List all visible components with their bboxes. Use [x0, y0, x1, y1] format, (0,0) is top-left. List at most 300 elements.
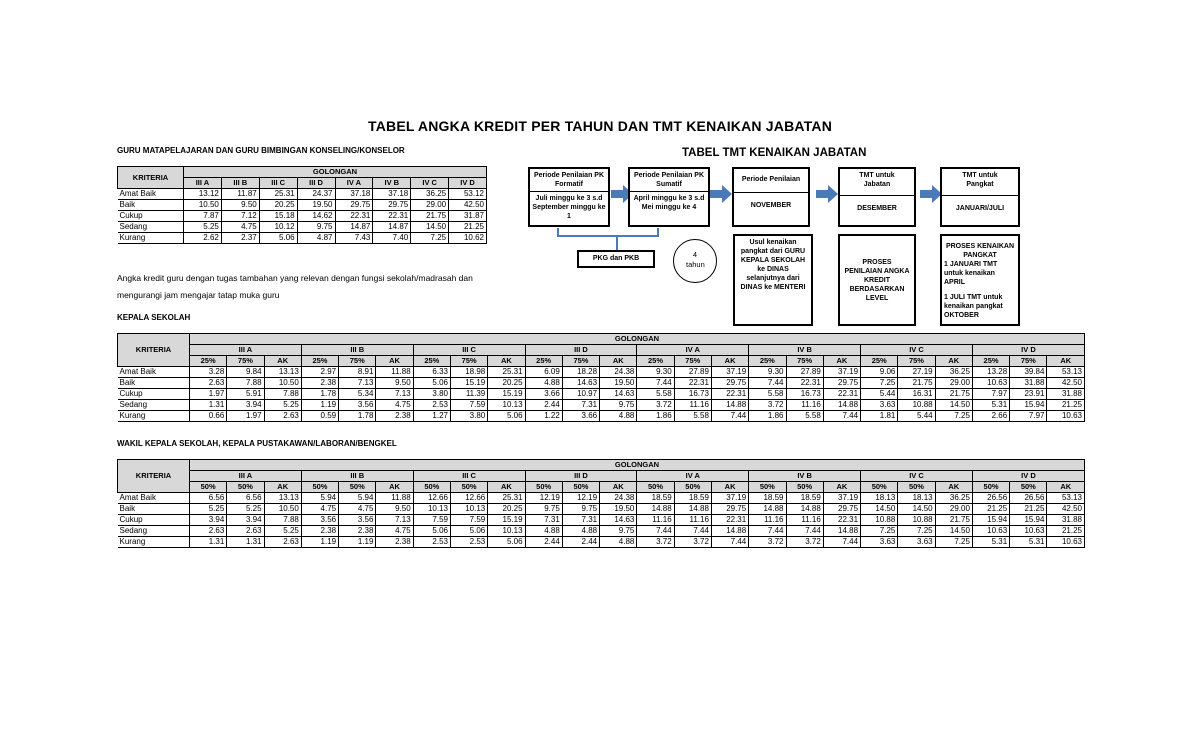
table-cell: 4.88: [600, 411, 637, 422]
sub-col-header: 75%: [898, 356, 935, 367]
golongan-group-header: III C: [413, 471, 525, 482]
table-cell: 14.88: [637, 504, 674, 515]
sub-col-header: AK: [376, 356, 413, 367]
sub-col-header: 50%: [227, 482, 264, 493]
sub-col-header: AK: [935, 356, 972, 367]
table-cell: 21.25: [1047, 400, 1085, 411]
golongan-group-header: IV D: [972, 471, 1084, 482]
kriteria-header: KRITERIA: [118, 334, 190, 367]
sub-col-header: 75%: [674, 356, 711, 367]
table-cell: 4.88: [525, 526, 562, 537]
table-cell: 29.75: [335, 200, 373, 211]
golongan-group-header: III A: [190, 345, 302, 356]
box4-top: TMT untuk Jabatan: [859, 172, 895, 188]
table-cell: 7.13: [339, 378, 376, 389]
table-cell: 6.33: [413, 367, 450, 378]
table-cell: 16.73: [786, 389, 823, 400]
sub-col-header: 50%: [413, 482, 450, 493]
table-cell: 3.94: [227, 400, 264, 411]
sub-col-header: 25%: [190, 356, 227, 367]
table-cell: 14.50: [935, 400, 972, 411]
sub-col-header: 50%: [525, 482, 562, 493]
table-cell: 42.50: [1047, 504, 1085, 515]
sub-col-header: AK: [823, 482, 860, 493]
table-cell: 11.88: [376, 493, 413, 504]
table-cell: 3.72: [637, 400, 674, 411]
table-cell: 3.94: [227, 515, 264, 526]
table-cell: 5.06: [413, 378, 450, 389]
table-cell: 14.88: [711, 526, 748, 537]
table-cell: 2.38: [376, 537, 413, 548]
table-cell: 10.97: [562, 389, 599, 400]
table-cell: 12.19: [525, 493, 562, 504]
kepsek-table: [117, 333, 1085, 422]
golongan-col-header: III B: [221, 178, 259, 189]
table-cell: 7.97: [1010, 411, 1047, 422]
arrow-right-icon: [920, 185, 942, 203]
table-cell: 2.53: [450, 537, 487, 548]
box5-top: TMT untuk Pangkat: [962, 172, 998, 188]
table-cell: 13.28: [972, 367, 1009, 378]
table-cell: 14.87: [373, 222, 411, 233]
table-cell: 27.89: [674, 367, 711, 378]
sub-col-header: AK: [264, 482, 301, 493]
row-label: Cukup: [118, 389, 190, 400]
golongan-col-header: III C: [259, 178, 297, 189]
sub-col-header: AK: [376, 482, 413, 493]
table-cell: 2.44: [525, 400, 562, 411]
table-cell: 26.56: [1010, 493, 1047, 504]
table-cell: 29.75: [711, 504, 748, 515]
table-cell: 14.50: [898, 504, 935, 515]
table-cell: 9.50: [376, 378, 413, 389]
table-cell: 18.59: [786, 493, 823, 504]
table-cell: 13.12: [184, 189, 222, 200]
kriteria-header: KRITERIA: [118, 460, 190, 493]
table-cell: 37.19: [823, 367, 860, 378]
table-cell: 9.75: [562, 504, 599, 515]
table-cell: 10.63: [1010, 526, 1047, 537]
table-cell: 3.56: [301, 515, 338, 526]
note-line-1: Angka kredit guru dengan tugas tambahan yang relevan dengan fungsi sekolah/madrasah dan: [117, 273, 473, 283]
table-cell: 11.87: [221, 189, 259, 200]
table-cell: 7.44: [749, 378, 786, 389]
table-cell: 21.75: [935, 515, 972, 526]
table-cell: 1.19: [339, 537, 376, 548]
golongan-group-header: III D: [525, 345, 637, 356]
desc-usul-kenaikan: Usul kenaikan pangkat dari GURU KEPALA SEKOLAH ke DINAS selanjutnya dari DINAS ke MENTERI: [733, 234, 813, 326]
sub-col-header: 50%: [339, 482, 376, 493]
table-cell: 7.59: [450, 515, 487, 526]
table-row: [118, 378, 1085, 389]
table-row: [118, 222, 487, 233]
table-cell: 13.13: [264, 367, 301, 378]
table-cell: 16.73: [674, 389, 711, 400]
sub-col-header: 50%: [450, 482, 487, 493]
table-cell: 7.59: [413, 515, 450, 526]
table-cell: 7.44: [711, 537, 748, 548]
table-cell: 29.75: [711, 378, 748, 389]
table-cell: 10.63: [1047, 411, 1085, 422]
cycle-circle: 4 tahun: [673, 239, 717, 283]
table-cell: 6.09: [525, 367, 562, 378]
table-cell: 11.16: [786, 515, 823, 526]
table-cell: 10.13: [488, 400, 525, 411]
table-cell: 3.94: [190, 515, 227, 526]
table-cell: 15.19: [488, 515, 525, 526]
table-cell: 7.97: [972, 389, 1009, 400]
sub-col-header: 25%: [972, 356, 1009, 367]
flow-box-periode: [732, 167, 810, 227]
table-cell: 21.75: [935, 389, 972, 400]
table-cell: 7.44: [637, 526, 674, 537]
row-label: Baik: [118, 200, 184, 211]
table-cell: 36.25: [935, 367, 972, 378]
table-cell: 3.63: [898, 537, 935, 548]
sub-col-header: AK: [711, 482, 748, 493]
sub-col-header: 25%: [861, 356, 898, 367]
table-cell: 1.19: [301, 537, 338, 548]
kriteria-header: KRITERIA: [118, 167, 184, 189]
golongan-header: GOLONGAN: [184, 167, 487, 178]
table-cell: 15.19: [488, 389, 525, 400]
golongan-group-header: III C: [413, 345, 525, 356]
table-cell: 4.88: [562, 526, 599, 537]
box5-bottom: JANUARI/JULI: [955, 205, 1005, 212]
table-cell: 24.37: [297, 189, 335, 200]
table-cell: 20.25: [488, 504, 525, 515]
table-cell: 22.31: [373, 211, 411, 222]
table-cell: 4.88: [525, 378, 562, 389]
box2-top: Periode Penilaian PK Sumatif: [633, 172, 705, 188]
sub-col-header: 50%: [190, 482, 227, 493]
table-row: [118, 537, 1085, 548]
table-cell: 2.53: [413, 400, 450, 411]
table-cell: 21.25: [1047, 526, 1085, 537]
table-cell: 7.44: [749, 526, 786, 537]
table-cell: 1.22: [525, 411, 562, 422]
table-row: [118, 367, 1085, 378]
table-cell: 5.25: [264, 400, 301, 411]
table-cell: 14.63: [600, 515, 637, 526]
table-cell: 3.56: [339, 400, 376, 411]
table-cell: 37.18: [373, 189, 411, 200]
table-cell: 7.88: [264, 515, 301, 526]
table-cell: 12.66: [413, 493, 450, 504]
table-cell: 9.50: [221, 200, 259, 211]
row-label: Sedang: [118, 526, 190, 537]
sub-col-header: 25%: [301, 356, 338, 367]
table-cell: 11.88: [376, 367, 413, 378]
table-cell: 10.63: [972, 526, 1009, 537]
table-cell: 5.58: [786, 411, 823, 422]
table-cell: 37.19: [711, 367, 748, 378]
table-cell: 7.25: [935, 537, 972, 548]
table-cell: 1.97: [190, 389, 227, 400]
table-cell: 14.50: [935, 526, 972, 537]
table-row: [118, 526, 1085, 537]
golongan-group-header: III A: [190, 471, 302, 482]
table-cell: 2.97: [301, 367, 338, 378]
table-cell: 36.25: [411, 189, 449, 200]
table-cell: 5.25: [264, 526, 301, 537]
table-cell: 14.88: [823, 526, 860, 537]
table-cell: 7.12: [221, 211, 259, 222]
table-cell: 18.59: [674, 493, 711, 504]
table-cell: 3.72: [637, 537, 674, 548]
table-cell: 5.44: [898, 411, 935, 422]
table-cell: 3.80: [413, 389, 450, 400]
golongan-group-header: IV C: [861, 345, 973, 356]
row-label: Kurang: [118, 411, 190, 422]
table-cell: 0.66: [190, 411, 227, 422]
table-cell: 42.50: [1047, 378, 1085, 389]
row-label: Baik: [118, 504, 190, 515]
kepsek-heading: KEPALA SEKOLAH: [117, 313, 191, 322]
table-cell: 19.50: [297, 200, 335, 211]
row-label: Amat Baik: [118, 189, 184, 200]
table-cell: 18.98: [450, 367, 487, 378]
sub-col-header: AK: [1047, 356, 1085, 367]
table-cell: 9.75: [297, 222, 335, 233]
table-cell: 14.87: [335, 222, 373, 233]
golongan-group-header: III D: [525, 471, 637, 482]
golongan-col-header: IV C: [411, 178, 449, 189]
table-cell: 5.25: [227, 504, 264, 515]
table-cell: 7.59: [450, 400, 487, 411]
table-cell: 12.66: [450, 493, 487, 504]
table-cell: 5.06: [450, 526, 487, 537]
table-row: [118, 493, 1085, 504]
page-title: TABEL ANGKA KREDIT PER TAHUN DAN TMT KENAIKAN JABATAN: [367, 118, 833, 134]
sub-col-header: 50%: [972, 482, 1009, 493]
sub-col-header: AK: [823, 356, 860, 367]
table-cell: 18.13: [861, 493, 898, 504]
table-cell: 14.50: [411, 222, 449, 233]
table-cell: 22.31: [711, 389, 748, 400]
sub-col-header: 50%: [674, 482, 711, 493]
table-cell: 3.72: [749, 537, 786, 548]
sub-col-header: 25%: [637, 356, 674, 367]
table-cell: 2.63: [190, 378, 227, 389]
table-cell: 7.13: [376, 389, 413, 400]
table-cell: 7.44: [674, 526, 711, 537]
table-cell: 10.88: [861, 515, 898, 526]
table-cell: 15.94: [1010, 515, 1047, 526]
table-cell: 1.97: [227, 411, 264, 422]
flow-box-tmt-jabatan: [838, 167, 916, 227]
golongan-header: GOLONGAN: [190, 334, 1085, 345]
table-cell: 9.30: [749, 367, 786, 378]
flow-title: TABEL TMT KENAIKAN JABATAN: [682, 147, 867, 159]
sub-col-header: 50%: [749, 482, 786, 493]
table-cell: 7.87: [184, 211, 222, 222]
table-cell: 1.86: [749, 411, 786, 422]
arrow-right-icon: [710, 185, 732, 203]
table-cell: 6.56: [227, 493, 264, 504]
table-cell: 10.13: [488, 526, 525, 537]
table-cell: 16.31: [898, 389, 935, 400]
table-cell: 5.91: [227, 389, 264, 400]
table-cell: 5.06: [259, 233, 297, 244]
golongan-col-header: IV A: [335, 178, 373, 189]
table-cell: 2.38: [301, 378, 338, 389]
table-cell: 14.88: [674, 504, 711, 515]
table-cell: 9.75: [600, 526, 637, 537]
sub-col-header: 75%: [562, 356, 599, 367]
table-cell: 15.94: [1010, 400, 1047, 411]
table-cell: 31.88: [1047, 389, 1085, 400]
table-cell: 22.31: [674, 378, 711, 389]
table-cell: 4.75: [339, 504, 376, 515]
table-cell: 53.12: [449, 189, 487, 200]
wakasek-heading: WAKIL KEPALA SEKOLAH, KEPALA PUSTAKAWAN/LABORAN/BENGKEL: [117, 439, 397, 448]
table-cell: 4.75: [376, 400, 413, 411]
table-cell: 25.31: [488, 493, 525, 504]
table-cell: 29.75: [373, 200, 411, 211]
box1-top: Periode Penilaian PK Formatif: [533, 172, 605, 188]
table-cell: 1.31: [227, 537, 264, 548]
table-cell: 14.63: [600, 389, 637, 400]
sub-col-header: 50%: [301, 482, 338, 493]
table-cell: 1.31: [190, 537, 227, 548]
sub-col-header: 50%: [562, 482, 599, 493]
golongan-col-header: IV B: [373, 178, 411, 189]
table-cell: 21.25: [449, 222, 487, 233]
table-cell: 1.27: [413, 411, 450, 422]
note-line-2: mengurangi jam mengajar tatap muka guru: [117, 290, 280, 300]
table-cell: 19.50: [600, 504, 637, 515]
table-cell: 10.62: [449, 233, 487, 244]
table-cell: 9.50: [376, 504, 413, 515]
table-cell: 5.25: [184, 222, 222, 233]
table-cell: 2.63: [227, 526, 264, 537]
table-cell: 27.19: [898, 367, 935, 378]
table-cell: 1.78: [339, 411, 376, 422]
sub-col-header: 25%: [749, 356, 786, 367]
table-cell: 5.06: [413, 526, 450, 537]
table-cell: 10.13: [450, 504, 487, 515]
table-cell: 29.75: [823, 378, 860, 389]
table-cell: 5.34: [339, 389, 376, 400]
table-cell: 5.58: [637, 389, 674, 400]
table-cell: 14.88: [711, 400, 748, 411]
table-cell: 7.44: [823, 411, 860, 422]
table-cell: 3.72: [786, 537, 823, 548]
table-row: [118, 411, 1085, 422]
golongan-group-header: IV A: [637, 345, 749, 356]
table-row: [118, 515, 1085, 526]
table-cell: 7.31: [562, 515, 599, 526]
table-cell: 14.88: [786, 504, 823, 515]
table-cell: 2.63: [190, 526, 227, 537]
golongan-group-header: IV A: [637, 471, 749, 482]
sub-col-header: 50%: [1010, 482, 1047, 493]
desc3-line1: 1 JANUARI TMT untuk kenaikan APRIL: [944, 261, 998, 286]
row-label: Sedang: [118, 222, 184, 233]
table-cell: 1.86: [637, 411, 674, 422]
table-cell: 7.25: [861, 526, 898, 537]
table-cell: 29.00: [411, 200, 449, 211]
table-cell: 14.88: [749, 504, 786, 515]
table-cell: 7.25: [935, 411, 972, 422]
box1-bottom: Juli minggu ke 3 s.d September minggu ke 1: [532, 195, 606, 220]
table-cell: 29.00: [935, 504, 972, 515]
golongan-group-header: IV B: [749, 345, 861, 356]
sub-col-header: 50%: [786, 482, 823, 493]
table-row: [118, 233, 487, 244]
table-cell: 22.31: [711, 515, 748, 526]
golongan-header: GOLONGAN: [190, 460, 1085, 471]
table-cell: 9.75: [525, 504, 562, 515]
flow-box-pk-formatif: [528, 167, 610, 227]
table-cell: 7.25: [411, 233, 449, 244]
table-cell: 11.16: [674, 400, 711, 411]
table-cell: 2.44: [525, 537, 562, 548]
table-cell: 25.31: [259, 189, 297, 200]
table-cell: 21.25: [1010, 504, 1047, 515]
table-cell: 22.31: [823, 389, 860, 400]
sub-col-header: AK: [935, 482, 972, 493]
table-cell: 4.75: [301, 504, 338, 515]
table-cell: 5.06: [488, 411, 525, 422]
table-cell: 10.50: [184, 200, 222, 211]
table-cell: 2.38: [339, 526, 376, 537]
table-cell: 5.58: [749, 389, 786, 400]
table-cell: 5.44: [861, 389, 898, 400]
table-cell: 20.25: [259, 200, 297, 211]
guru-table: [117, 166, 487, 244]
table-cell: 11.16: [786, 400, 823, 411]
table-cell: 2.63: [264, 537, 301, 548]
box3-top: Periode Penilaian: [741, 176, 801, 183]
table-cell: 31.88: [1010, 378, 1047, 389]
table-cell: 2.38: [376, 411, 413, 422]
table-cell: 7.44: [637, 378, 674, 389]
sub-col-header: 25%: [413, 356, 450, 367]
sub-col-header: 25%: [525, 356, 562, 367]
table-cell: 10.50: [264, 504, 301, 515]
table-cell: 22.31: [786, 378, 823, 389]
row-label: Baik: [118, 378, 190, 389]
desc-proses-penilaian: PROSES PENILAIAN ANGKA KREDIT BERDASARKAN LEVEL: [838, 234, 916, 326]
table-cell: 3.28: [190, 367, 227, 378]
golongan-group-header: IV C: [861, 471, 973, 482]
desc3-line2: 1 JULI TMT untuk kenaikan pangkat OKTOBER: [944, 294, 1003, 319]
table-cell: 9.30: [637, 367, 674, 378]
table-cell: 5.58: [674, 411, 711, 422]
golongan-group-header: III B: [301, 471, 413, 482]
table-cell: 2.63: [264, 411, 301, 422]
wakasek-table: [117, 459, 1085, 548]
table-cell: 21.75: [898, 378, 935, 389]
table-cell: 23.91: [1010, 389, 1047, 400]
table-cell: 14.62: [297, 211, 335, 222]
sub-col-header: 75%: [786, 356, 823, 367]
table-cell: 15.94: [972, 515, 1009, 526]
table-cell: 10.63: [1047, 537, 1085, 548]
table-cell: 5.06: [488, 537, 525, 548]
desc3-title: PROSES KENAIKAN PANGKAT: [945, 243, 1015, 259]
table-cell: 6.56: [190, 493, 227, 504]
table-cell: 18.59: [749, 493, 786, 504]
table-cell: 2.66: [972, 411, 1009, 422]
golongan-col-header: IV D: [449, 178, 487, 189]
table-cell: 37.18: [335, 189, 373, 200]
table-cell: 10.88: [898, 515, 935, 526]
row-label: Amat Baik: [118, 493, 190, 504]
table-cell: 12.19: [562, 493, 599, 504]
